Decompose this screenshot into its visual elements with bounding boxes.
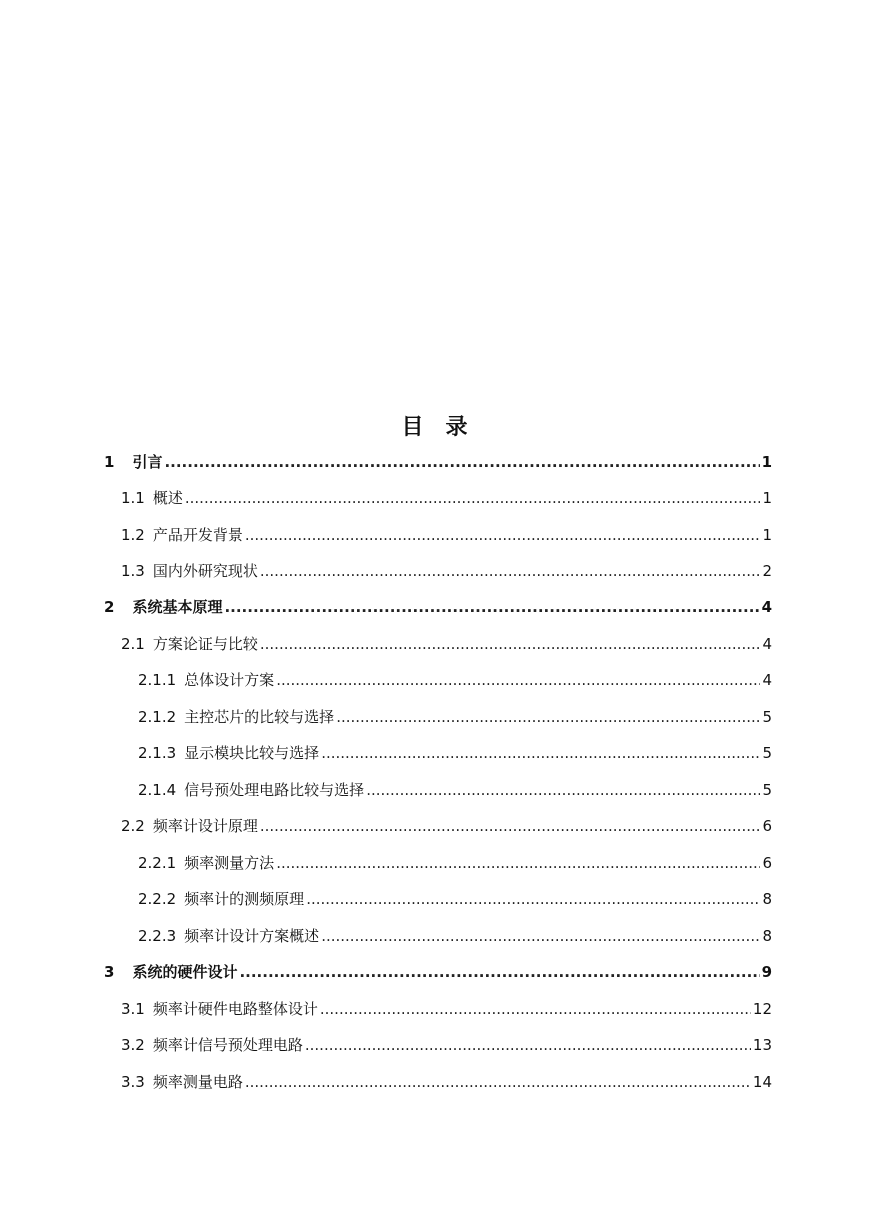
toc-entry-page: 8 xyxy=(762,890,772,908)
toc-entry[interactable] xyxy=(138,707,772,727)
dot-leader xyxy=(245,525,761,545)
toc-entry-title: 信号预处理电路比较与选择 xyxy=(184,781,365,799)
toc-entry[interactable] xyxy=(121,561,772,581)
toc-entry[interactable] xyxy=(138,926,772,946)
toc-entry-title: 频率测量方法 xyxy=(184,854,275,872)
toc-entry-title: 频率测量电路 xyxy=(152,1073,243,1091)
toc-entry[interactable] xyxy=(138,743,772,763)
toc-entry-number: 1.3 xyxy=(121,562,145,580)
toc-entry-page: 1 xyxy=(762,526,772,544)
toc-entry-title: 引言 xyxy=(132,453,163,471)
dot-leader xyxy=(321,743,760,763)
toc-entry-page: 1 xyxy=(761,453,772,471)
toc-entry-title: 显示模块比较与选择 xyxy=(184,744,320,762)
toc-entry[interactable] xyxy=(121,634,772,654)
toc-entry-number: 2.1.2 xyxy=(138,708,177,726)
toc-entry[interactable] xyxy=(121,525,772,545)
dot-leader xyxy=(366,780,760,800)
toc-entry-title: 系统基本原理 xyxy=(132,598,223,616)
toc-entry[interactable] xyxy=(104,597,772,617)
dot-leader xyxy=(276,670,760,690)
toc-entry-number: 2.1 xyxy=(121,635,145,653)
toc-entry-page: 4 xyxy=(761,598,772,616)
toc-entry-page: 13 xyxy=(752,1036,772,1054)
toc-entry-title: 总体设计方案 xyxy=(184,671,275,689)
toc-entry-title: 系统的硬件设计 xyxy=(132,963,238,981)
toc-entry-number: 3.1 xyxy=(121,1000,145,1018)
toc-entry-number: 1 xyxy=(104,453,115,471)
toc-entry-page: 1 xyxy=(762,489,772,507)
toc-entry-page: 2 xyxy=(762,562,772,580)
toc-entry-number: 1.2 xyxy=(121,526,145,544)
toc-entry[interactable] xyxy=(121,816,772,836)
toc-entry-page: 5 xyxy=(762,744,772,762)
toc-entry[interactable] xyxy=(104,452,772,472)
toc-entry-title: 方案论证与比较 xyxy=(152,635,258,653)
toc-entry-number: 1.1 xyxy=(121,489,145,507)
dot-leader xyxy=(305,1035,751,1055)
toc-entry[interactable] xyxy=(138,853,772,873)
toc-entry-page: 8 xyxy=(762,927,772,945)
dot-leader xyxy=(164,452,759,472)
toc-entry-number: 2 xyxy=(104,598,115,616)
toc-entry-title: 主控芯片的比较与选择 xyxy=(184,708,335,726)
toc-entry-page: 6 xyxy=(762,817,772,835)
dot-leader xyxy=(321,926,760,946)
toc-entry-number: 2.2 xyxy=(121,817,145,835)
dot-leader xyxy=(320,999,751,1019)
toc-entry-title: 频率计设计原理 xyxy=(152,817,258,835)
toc-entry-page: 9 xyxy=(761,963,772,981)
dot-leader xyxy=(260,634,761,654)
dot-leader xyxy=(224,597,759,617)
toc-entry-number: 2.2.3 xyxy=(138,927,177,945)
toc-entry[interactable] xyxy=(138,670,772,690)
dot-leader xyxy=(336,707,760,727)
dot-leader xyxy=(239,962,759,982)
toc-entry[interactable] xyxy=(138,889,772,909)
toc-entry-title: 产品开发背景 xyxy=(152,526,243,544)
dot-leader xyxy=(260,816,761,836)
toc-entry[interactable] xyxy=(121,1035,772,1055)
toc-entry-title: 频率计信号预处理电路 xyxy=(152,1036,303,1054)
toc-entry[interactable] xyxy=(121,488,772,508)
dot-leader xyxy=(276,853,760,873)
toc-entry-title: 频率计的测频原理 xyxy=(184,890,305,908)
toc-entry-number: 2.2.2 xyxy=(138,890,177,908)
toc-entry-title: 频率计设计方案概述 xyxy=(184,927,320,945)
dot-leader xyxy=(245,1072,751,1092)
toc-entry-number: 3.2 xyxy=(121,1036,145,1054)
dot-leader xyxy=(306,889,760,909)
page-title: 目 录 xyxy=(401,414,468,440)
toc-entry-page: 4 xyxy=(762,671,772,689)
toc-entry-page: 6 xyxy=(762,854,772,872)
toc-entry-page: 4 xyxy=(762,635,772,653)
toc-entry-page: 12 xyxy=(752,1000,772,1018)
toc-entry-number: 2.1.4 xyxy=(138,781,177,799)
toc-entry-number: 2.1.1 xyxy=(138,671,177,689)
toc-entry-number: 2.1.3 xyxy=(138,744,177,762)
toc-entry-number: 3 xyxy=(104,963,115,981)
toc-entry-title: 国内外研究现状 xyxy=(152,562,258,580)
dot-leader xyxy=(260,561,761,581)
toc-entry-number: 3.3 xyxy=(121,1073,145,1091)
toc-entry[interactable] xyxy=(121,1072,772,1092)
toc-entry-page: 5 xyxy=(762,781,772,799)
toc-entry-title: 频率计硬件电路整体设计 xyxy=(152,1000,318,1018)
dot-leader xyxy=(185,488,761,508)
toc-entry[interactable] xyxy=(121,999,772,1019)
toc-entry-number: 2.2.1 xyxy=(138,854,177,872)
toc-entry-page: 14 xyxy=(752,1073,772,1091)
toc-entry-page: 5 xyxy=(762,708,772,726)
toc-entry[interactable] xyxy=(138,780,772,800)
toc-entry-title: 概述 xyxy=(152,489,183,507)
toc-entry[interactable] xyxy=(104,962,772,982)
